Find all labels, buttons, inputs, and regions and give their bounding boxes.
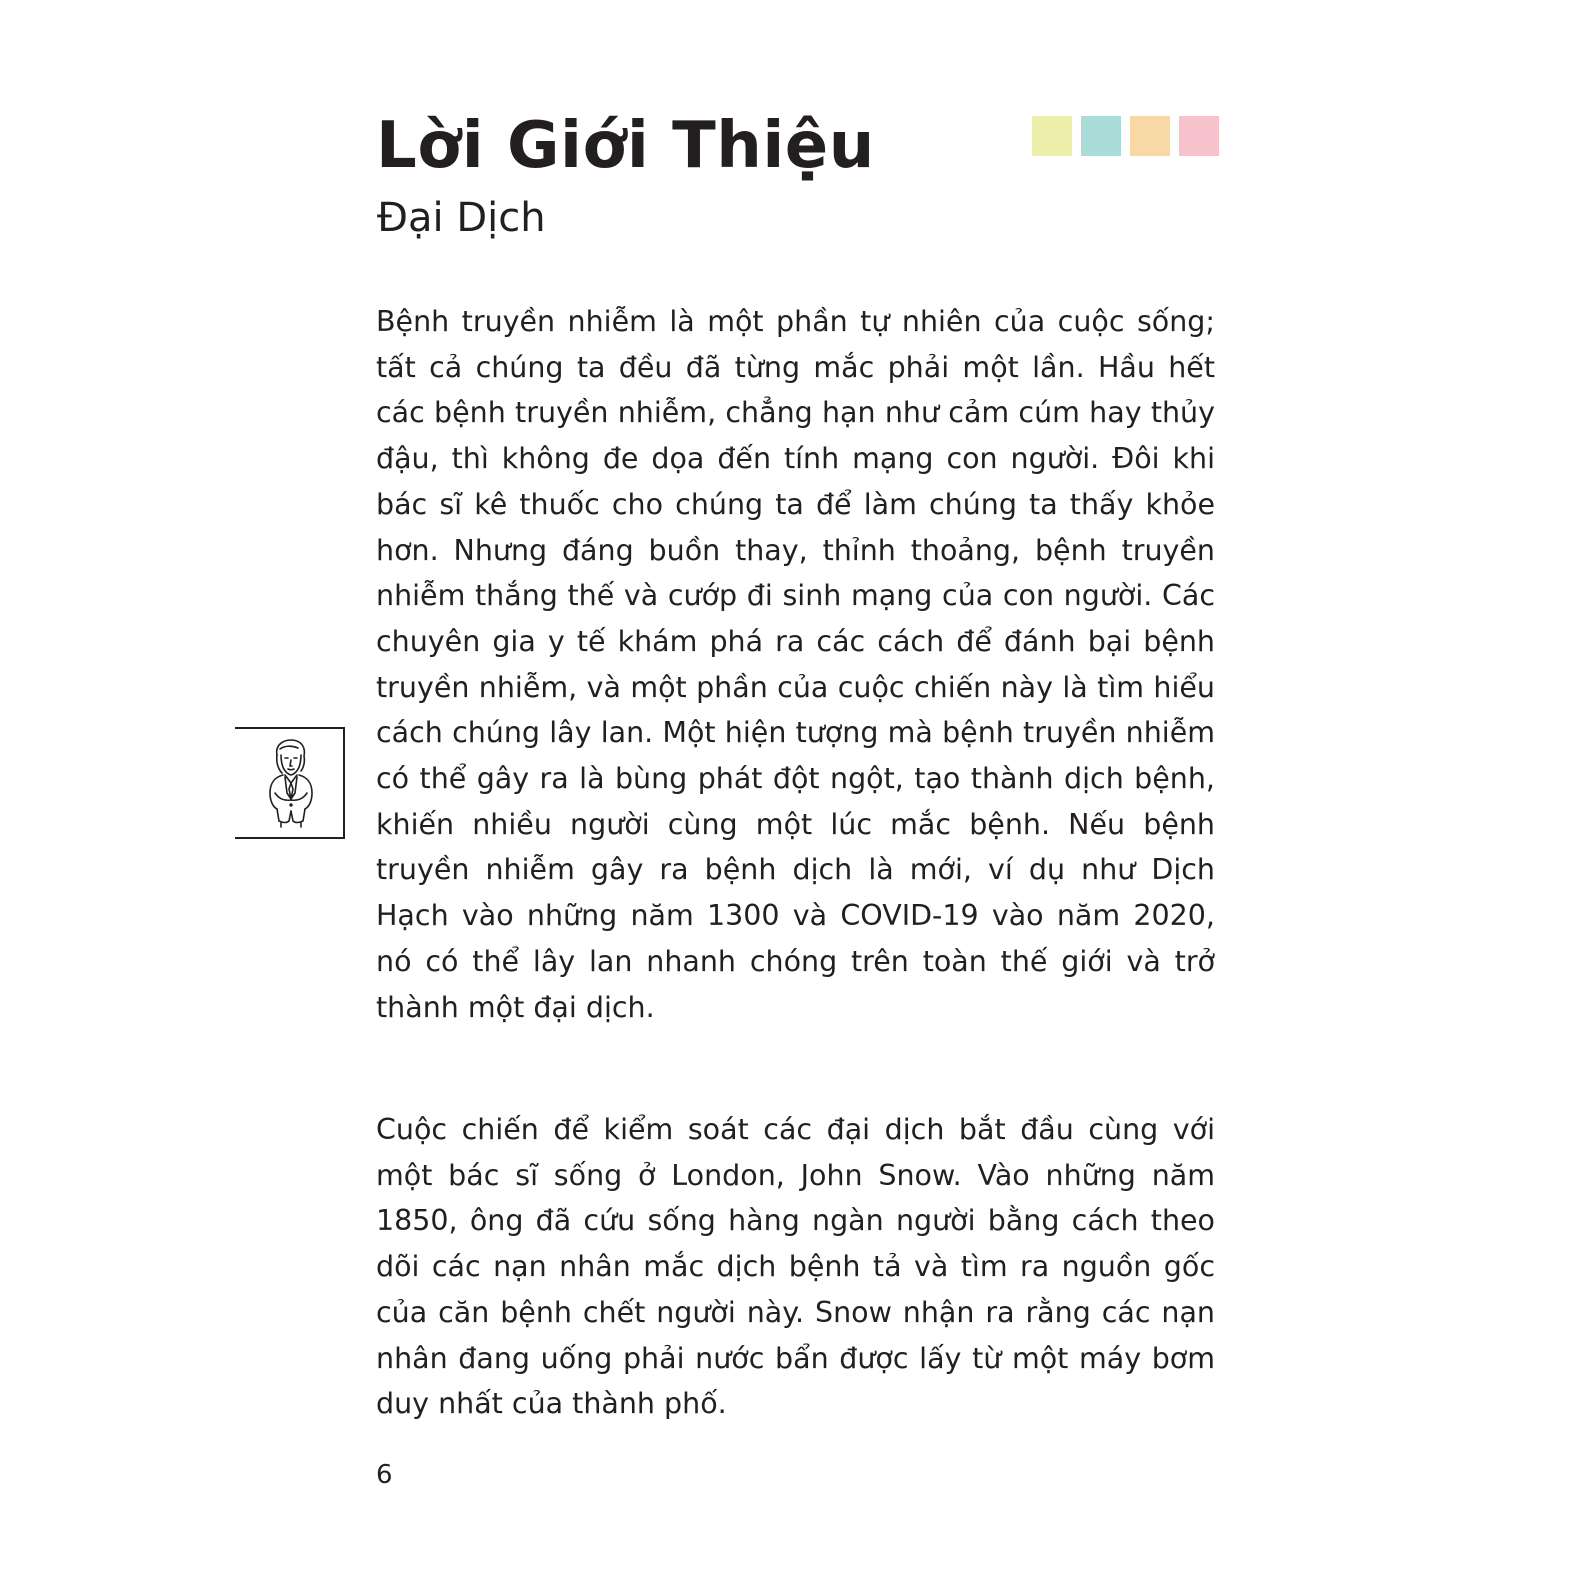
color-swatch-yellow	[1032, 116, 1072, 156]
page-subtitle: Đại Dịch	[377, 195, 546, 241]
color-swatch-teal	[1081, 116, 1121, 156]
page-title: Lời Giới Thiệu	[376, 109, 875, 183]
page-number: 6	[376, 1460, 393, 1490]
color-swatch-pink	[1179, 116, 1219, 156]
color-swatch-orange	[1130, 116, 1170, 156]
color-swatch-strip	[1032, 116, 1219, 156]
body-paragraph-2: Cuộc chiến để kiểm soát các đại dịch bắt đầu cùng với một bác sĩ sống ở London, John Snow. Vào những năm 1850, ông đã cứu sống hàng ngàn người bằng cách theo dõi các nạn nhân mắc dịch bệnh tả và tìm ra nguồn gốc của căn bệnh chết người này. Snow nhận ra rằng các nạn nhân đang uống phải nước bẩn được lấy từ một máy bơm duy nhất của thành phố.	[376, 1113, 1215, 1421]
body-paragraph-1: Bệnh truyền nhiễm là một phần tự nhiên của cuộc sống; tất cả chúng ta đều đã từng mắc phải một lần. Hầu hết các bệnh truyền nhiễm, chẳng hạn như cảm cúm hay thủy đậu, thì không đe dọa đến tính mạng con người. Đôi khi bác sĩ kê thuốc cho chúng ta để làm chúng ta thấy khỏe hơn. Nhưng đáng buồn thay, thỉnh thoảng, bệnh truyền nhiễm thắng thế và cướp đi sinh mạng của con người. Các chuyên gia y tế khám phá ra các cách để đánh bại bệnh truyền nhiễm, và một phần của cuộc chiến này là tìm hiểu cách chúng lây lan. Một hiện tượng mà bệnh truyền nhiễm có thể gây ra là bùng phát đột ngột, tạo thành dịch bệnh, khiến nhiều người cùng một lúc mắc bệnh. Nếu bệnh truyền nhiễm gây ra bệnh dịch là mới, ví dụ như Dịch Hạch vào những năm 1300 và COVID-19 vào năm 2020, nó có thể lây lan nhanh chóng trên toàn thế giới và trở thành một đại dịch.	[376, 305, 1215, 1024]
man-in-suit-portrait-icon	[261, 737, 321, 831]
margin-portrait-box	[235, 727, 345, 839]
